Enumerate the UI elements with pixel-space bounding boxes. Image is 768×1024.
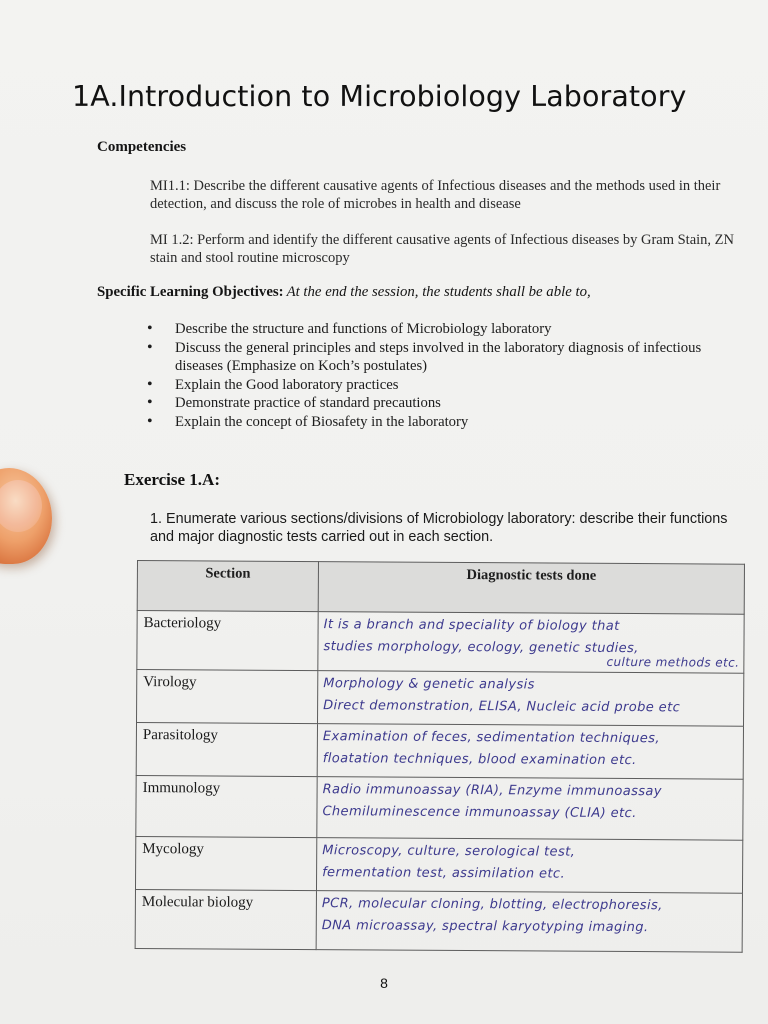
table-row	[135, 889, 742, 952]
competency-mi1-2: MI 1.2: Perform and identify the different causative agents of Infectious diseases by Gram Stain, ZN stain and stool routine microscopy	[150, 232, 735, 266]
competency-mi1-1: MI1.1: Describe the different causative agents of Infectious diseases and the methods used in their detection, and discuss the role of microbes in health and disease	[150, 178, 721, 212]
objective-item: • Describe the structure and functions of Microbiology laboratory	[147, 320, 747, 339]
handwritten-line: Morphology & genetic analysis	[323, 676, 535, 693]
tests-cell	[318, 612, 744, 674]
table-row	[137, 611, 744, 674]
slo-text: At the end the session, the students shall be able to,	[286, 284, 591, 300]
tests-cell	[316, 891, 742, 953]
table-row	[137, 670, 744, 727]
exercise-question: 1. Enumerate various sections/divisions of Microbiology laboratory: describe their functions and major diagnostic tests carried out in each section.	[150, 511, 728, 545]
page-number: 8	[380, 975, 388, 991]
section-cell: Bacteriology	[137, 611, 318, 671]
exercise-heading: Exercise 1.A:	[124, 470, 220, 489]
handwritten-line: floatation techniques, blood examination etc.	[322, 751, 637, 769]
competencies-heading: Competencies	[97, 139, 187, 155]
handwritten-line: Examination of feces, sedimentation techniques,	[322, 729, 660, 747]
tests-cell	[317, 724, 743, 780]
section-cell: Virology	[137, 670, 318, 724]
handwritten-line: studies morphology, ecology, genetic studies,	[323, 639, 639, 657]
objective-item: • Explain the concept of Biosafety in the laboratory	[147, 413, 747, 432]
tests-cell	[318, 671, 744, 727]
objective-item: • Demonstrate practice of standard precautions	[147, 394, 747, 413]
tests-cell	[317, 777, 743, 841]
handwritten-line: Radio immunoassay (RIA), Enzyme immunoassay	[322, 782, 662, 800]
handwritten-line: DNA microassay, spectral karyotyping imaging.	[321, 918, 649, 936]
header-section: Section	[137, 561, 318, 612]
page-title: 1A.Introduction to Microbiology Laboratory	[72, 80, 687, 113]
header-diagnostic-tests: Diagnostic tests done	[318, 562, 744, 615]
objective-item: • Discuss the general principles and steps involved in the laboratory diagnosis of infectious diseases (Emphasize on Koch’s postulates)	[147, 339, 747, 376]
slo-label: Specific Learning Objectives:	[97, 284, 284, 300]
section-cell: Immunology	[136, 775, 317, 837]
lab-sections-table	[135, 560, 745, 953]
tests-cell	[316, 838, 742, 894]
handwritten-line: culture methods etc.	[606, 654, 740, 670]
table-header-row	[137, 561, 744, 615]
section-cell: Molecular biology	[135, 889, 316, 949]
slo-line	[97, 284, 591, 301]
handwritten-line: Chemiluminescence immunoassay (CLIA) etc.	[322, 804, 637, 822]
section-cell: Parasitology	[136, 723, 317, 777]
section-cell: Mycology	[135, 836, 316, 890]
table-row	[136, 723, 743, 780]
objectives-list	[147, 320, 747, 431]
table-row	[136, 775, 743, 840]
handwritten-line: PCR, molecular cloning, blotting, electrophoresis,	[321, 896, 663, 914]
handwritten-line: Microscopy, culture, serological test,	[322, 843, 576, 860]
handwritten-line: fermentation test, assimilation etc.	[322, 865, 566, 882]
handwritten-line: Direct demonstration, ELISA, Nucleic acid probe etc	[323, 698, 681, 716]
handwritten-line: It is a branch and speciality of biology that	[323, 617, 620, 634]
table-row	[135, 836, 742, 893]
objective-item: • Explain the Good laboratory practices	[147, 376, 747, 395]
